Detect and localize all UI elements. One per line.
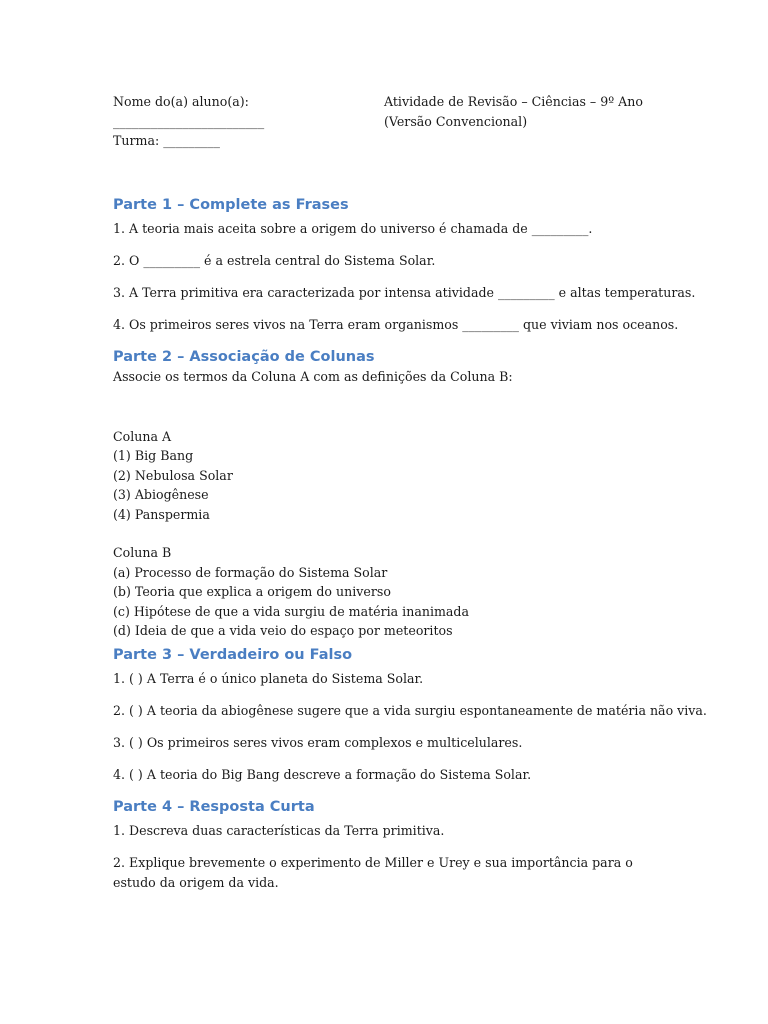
column-b-item: (d) Ideia de que a vida veio do espaço por meteoritos (113, 623, 453, 638)
true-false-item: 2. ( ) A teoria da abiogênese sugere que a vida surgiu espontaneamente de matéria não viva. (113, 702, 707, 718)
worksheet-content (113, 195, 707, 905)
short-answer-item: 1. Descreva duas características da Terra primitiva. (113, 822, 445, 838)
column-a-item: (3) Abiogênese (113, 487, 209, 502)
column-a-item: (4) Panspermia (113, 506, 210, 522)
fill-in-item: 3. A Terra primitiva era caracterizada por intensa atividade _________ e altas temperaturas. (113, 285, 696, 300)
part2-instruction: Associe os termos da Coluna A com as definições da Coluna B: (113, 369, 513, 384)
column-a-label: Coluna A (113, 428, 172, 444)
activity-info (384, 92, 643, 131)
fill-in-item: 4. Os primeiros seres vivos na Terra eram organismos _________ que viviam nos oceanos. (113, 317, 679, 332)
class-label: Turma: _________ (113, 133, 220, 148)
activity-title: Atividade de Revisão – Ciências – 9º Ano (384, 94, 643, 109)
activity-version: (Versão Convencional) (384, 113, 528, 129)
part4-title: Parte 4 – Resposta Curta (113, 798, 315, 815)
column-b-item: (c) Hipótese de que a vida surgiu de matéria inanimada (113, 603, 469, 619)
part1-title: Parte 1 – Complete as Frases (113, 197, 349, 213)
true-false-item: 1. ( ) A Terra é o único planeta do Sistema Solar. (113, 670, 424, 686)
column-b-label: Coluna B (113, 545, 172, 560)
fill-in-item: 2. O _________ é a estrela central do Sistema Solar. (113, 253, 436, 268)
column-a-item: (1) Big Bang (113, 448, 194, 463)
student-info (113, 92, 264, 151)
fill-in-item: 1. A teoria mais aceita sobre a origem do universo é chamada de _________. (113, 221, 593, 236)
true-false-item: 3. ( ) Os primeiros seres vivos eram complexos e multicelulares. (113, 734, 523, 750)
student-name-blank: ________________________ (113, 113, 265, 129)
true-false-item: 4. ( ) A teoria do Big Bang descreve a formação do Sistema Solar. (113, 766, 532, 782)
student-name-label: Nome do(a) aluno(a): (113, 94, 249, 109)
part3-title: Parte 3 – Verdadeiro ou Falso (113, 646, 353, 663)
short-answer-item: 2. Explique brevemente o experimento de Miller e Urey e sua importância para o estudo da origem da vida. (113, 854, 633, 890)
column-b-item: (a) Processo de formação do Sistema Solar (113, 564, 388, 580)
column-a-item: (2) Nebulosa Solar (113, 467, 233, 483)
part2-title: Parte 2 – Associação de Colunas (113, 349, 375, 365)
column-b-item: (b) Teoria que explica a origem do universo (113, 584, 391, 599)
